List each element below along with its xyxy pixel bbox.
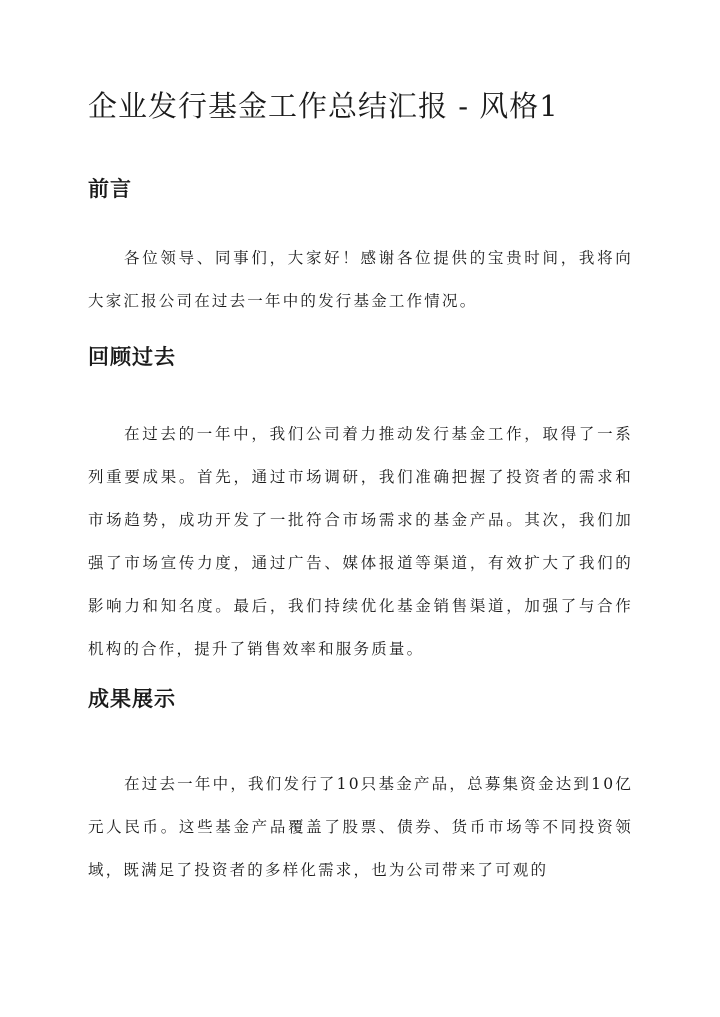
section-results — [88, 684, 633, 892]
section-body-results: 在过去一年中，我们发行了10只基金产品，总募集资金达到10亿元人民币。这些基金产品覆盖了股票、债券、货币市场等不同投资领域，既满足了投资者的多样化需求，也为公司带来了可观的 — [88, 775, 633, 879]
section-heading-review: 回顾过去 — [88, 344, 176, 369]
section-heading-results: 成果展示 — [88, 686, 176, 711]
section-review — [88, 342, 633, 671]
section-body-preface: 各位领导、同事们，大家好！感谢各位提供的宝贵时间，我将向大家汇报公司在过去一年中的发行基金工作情况。 — [88, 249, 633, 310]
section-body-review: 在过去的一年中，我们公司着力推动发行基金工作，取得了一系列重要成果。首先，通过市场调研，我们准确把握了投资者的需求和市场趋势，成功开发了一批符合市场需求的基金产品。其次，我们加强了市场宣传力度，通过广告、媒体报道等渠道，有效扩大了我们的影响力和知名度。最后，我们持续优化基金销售渠道，加强了与合作机构的合作，提升了销售效率和服务质量。 — [88, 425, 633, 658]
section-preface — [88, 174, 633, 323]
section-heading-preface: 前言 — [88, 176, 132, 201]
document-title: 企业发行基金工作总结汇报 - 风格1 — [88, 89, 559, 123]
